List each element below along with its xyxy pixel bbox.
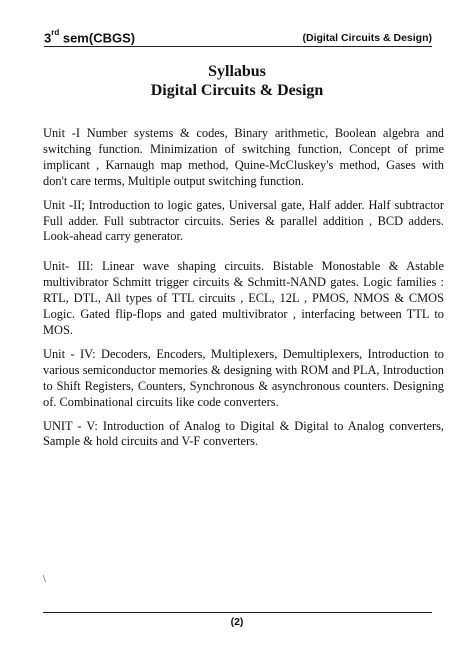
unit-3-paragraph: Unit- III: Linear wave shaping circuits. Bistable Monostable & Astable multivibrator Schmitt trigger circuits & Schmitt-NAND gates. Logic families : RTL, DTL, All types of TTL circuits , ECL, 12L , PMOS, NMOS & CMOS Logic. Gated flip-flops and gated multivibrator , interfacing between TTL to MOS. <box>43 259 444 337</box>
semester-label <box>44 30 135 45</box>
subject-tag: (Digital Circuits & Design) <box>302 32 432 44</box>
page-number: (2) <box>230 616 244 628</box>
page-footer <box>0 612 474 628</box>
unit-5-paragraph: UNIT - V: Introduction of Analog to Digital & Digital to Analog converters, Sample & hold circuits and V-F converters. <box>43 418 444 449</box>
semester-scheme: sem(CBGS) <box>59 30 136 46</box>
unit-1-paragraph: Unit -I Number systems & codes, Binary arithmetic, Boolean algebra and switching function. Minimization of switching function, Concept of prime implicant , Karnaugh map method, Quine-McCluskey's method, Gases with don't care terms, Multiple output switching function. <box>43 126 444 188</box>
page-header <box>44 24 432 47</box>
stray-mark: \ <box>43 574 46 585</box>
page-title <box>0 62 474 100</box>
title-syllabus: Syllabus <box>208 63 266 80</box>
unit-4-paragraph: Unit - IV: Decoders, Encoders, Multiplexers, Demultiplexers, Introduction to various semiconductor memories & designing with ROM and PLA, Introduction to Shift Registers, Counters, Synchronous & asynchronous counters. Designing of. Combinational circuits like code converters. <box>43 346 444 409</box>
unit-2-paragraph: Unit -II; Introduction to logic gates, Universal gate, Half adder. Half subtractor Full adder. Full subtractor circuits. Series & parallel addition , BCD adders. Look-ahead carry generator. <box>43 197 444 244</box>
syllabus-content <box>43 126 444 458</box>
semester-number: 3 <box>44 30 52 46</box>
semester-ordinal-suffix: rd <box>51 28 60 37</box>
title-subject: Digital Circuits & Design <box>150 82 324 99</box>
